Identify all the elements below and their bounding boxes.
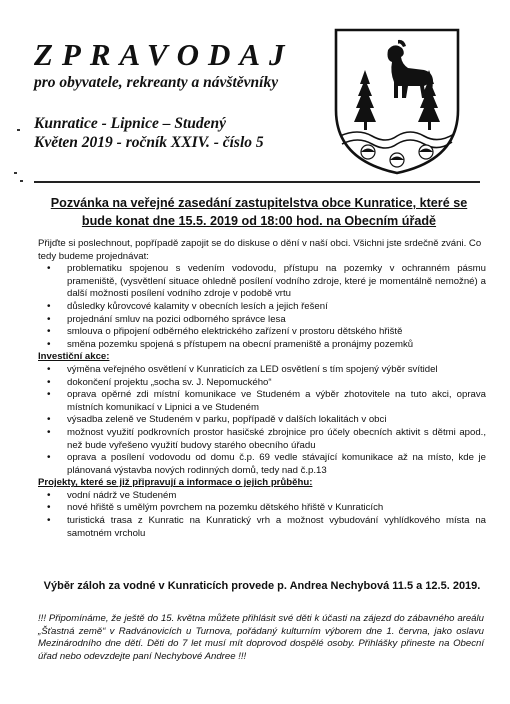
scan-speck	[14, 172, 17, 174]
newsletter-subtitle: pro obyvatele, rekreanty a návštěvníky	[34, 74, 279, 91]
list-item: • výměna veřejného osvětlení v Kunraticích za LED osvětlení s tím spojený výběr svítidel	[38, 364, 486, 377]
list-item: • dokončení projektu „socha sv. J. Nepomuckého“	[38, 377, 486, 390]
list-item: • nové hřiště s umělým povrchem na pozemku dětského hřiště v Kunraticích	[38, 502, 486, 515]
scan-speck	[20, 180, 23, 182]
list-item: • smlouva o připojení odběrného elektrického zařízení v prostoru dětského hřiště	[38, 326, 486, 339]
issue-line: Květen 2019 - ročník XXIV. - číslo 5	[34, 134, 264, 151]
trip-reminder: !!! Připomínáme, že ještě do 15. května můžete přihlásit své děti k účasti na zájezd do zábavného areálu „Šťastná země“ v Radvánovicích u Turnova, pořádaný kulturním výborem dne 1. června, jako oslavu Mezinárodního dne dětí. Děti do 7 let musí mít doprovod dospělé osoby. Přihlášky přineste na Obecní úřad nebo odevzdejte paní Nechybové Andree !!!	[38, 613, 484, 663]
list-item: • turistická trasa z Kunratic na Kunratický vrh a možnost vybudování vyhlídkového místa na samotném vrcholu	[38, 515, 486, 540]
investment-heading: Investiční akce:	[38, 351, 110, 363]
newsletter-title: ZPRAVODAJ	[34, 37, 294, 72]
agenda-list	[38, 263, 486, 351]
projects-list	[38, 490, 486, 540]
list-item: • vodní nádrž ve Studeném	[38, 490, 486, 503]
list-item: • projednání smluv na pozici odborného správce lesa	[38, 314, 486, 327]
water-fee-notice: Výběr záloh za vodné v Kunraticích provede p. Andrea Nechybová 11.5 a 12.5. 2019.	[43, 580, 481, 592]
list-item: • výsadba zeleně ve Studeném v parku, popřípadě v dalších lokalitách v obci	[38, 414, 486, 427]
list-item: • směna pozemku spojená s přístupem na obecní prameniště a pronájmy pozemků	[38, 339, 486, 352]
masthead	[34, 38, 334, 152]
intro-paragraph: Přijďte si poslechnout, popřípadě zapojit se do diskuse o dění v naší obci. Všichni jste srdečně zváni. Co tedy budeme projednávat:	[38, 238, 482, 262]
list-item: • problematiku spojenou s vedením vodovodu, přístupu na pozemky v ochranném pásmu prameniště, (vysvětlení situace ohledně posílení vodního zdroje, které je momentálně nemožné) a další možnosti posílení vodního zdroje v podobě vrtu	[38, 263, 486, 301]
list-item: • oprava a posílení vodovodu od domu č.p. 69 vedle stávající komunikace až na místo, kde je plánovaná výstavba nových rodinných domů, tedy nad č.p.13	[38, 452, 486, 477]
list-item: • oprava opěrné zdi místní komunikace ve Studeném a výběr zhotovitele na tuto akci, oprava místních komunikací v Lipnici a ve Studeném	[38, 389, 486, 414]
list-item: • důsledky kůrovcové kalamity v obecních lesích a jejich řešení	[38, 301, 486, 314]
article-body	[38, 238, 486, 540]
scan-speck	[17, 129, 20, 131]
coat-of-arms-icon	[328, 24, 466, 176]
meeting-invitation-headline: Pozvánka na veřejné zasedání zastupitelstva obce Kunratice, které se bude konat dne 15.5. 2019 od 18:00 hod. na Obecním úřadě	[50, 196, 468, 228]
list-item: • možnost využití podkrovních prostor hasičské zbrojnice pro účely obecních aktivit s dětmi apod., než bude vyřešeno využití budovy starého obecního úřadu	[38, 427, 486, 452]
investment-list	[38, 364, 486, 477]
masthead-divider	[34, 181, 480, 183]
projects-heading: Projekty, které se již připravují a informace o jejich průběhu:	[38, 477, 313, 489]
villages-line: Kunratice - Lipnice – Studený	[34, 115, 227, 132]
